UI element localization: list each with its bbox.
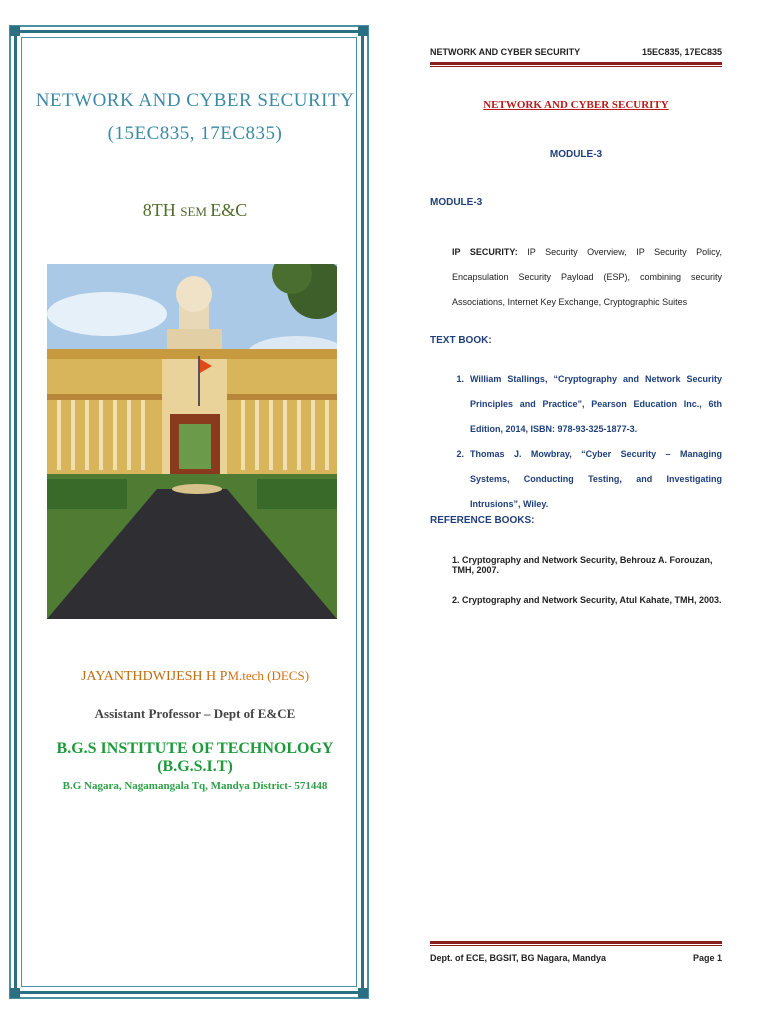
border-corner xyxy=(10,988,20,998)
header-codes: 15EC835, 17EC835 xyxy=(641,47,722,57)
reference-item: 1. Cryptography and Network Security, Behrouz A. Forouzan, TMH, 2007. xyxy=(452,555,713,575)
sem-number: 8TH xyxy=(142,200,181,220)
item-number: 1. xyxy=(456,374,464,384)
sem-word: SEM xyxy=(180,204,211,219)
institute-address: B.G Nagara, Nagamangala Tq, Mandya District- 571448 xyxy=(62,780,328,792)
cover-title: NETWORK AND CYBER SECURITY xyxy=(35,90,355,111)
header-rule xyxy=(430,62,722,65)
page-header xyxy=(430,47,722,57)
footer-rule xyxy=(430,941,722,944)
module-syllabus xyxy=(430,240,722,315)
border-corner xyxy=(10,26,20,36)
reference-item: 2. Cryptography and Network Security, Atul Kahate, TMH, 2003. xyxy=(452,595,722,605)
header-title: NETWORK AND CYBER SECURITY xyxy=(430,47,581,57)
cover-course-codes: (15EC835, 17EC835) xyxy=(107,123,283,144)
campus-building-illustration xyxy=(47,264,337,619)
author-role: Assistant Professor – Dept of E&CE xyxy=(94,706,296,721)
author-degree: M.tech (DECS) xyxy=(227,668,310,683)
item-text: William Stallings, “Cryptography and Network Security Principles and Practice”, Pearson Education Inc., 6th Edition, 2014, ISBN: 978-93-325-1877-3. xyxy=(470,374,722,434)
list-item xyxy=(430,442,722,517)
list-item xyxy=(430,367,722,442)
footer-department: Dept. of ECE, BGSIT, BG Nagara, Mandya xyxy=(430,953,607,963)
reference-label: REFERENCE BOOKS: xyxy=(430,515,535,526)
semester-label xyxy=(30,200,360,221)
module-label: MODULE-3 xyxy=(430,197,483,208)
border-corner xyxy=(358,26,368,36)
ip-security-topics: IP Security Overview, IP Security Policy, Encapsulation Security Payload (ESP), combining security Associations, Internet Key Exchange, Cryptographic Suites xyxy=(452,247,722,307)
border-corner xyxy=(358,988,368,998)
textbook-list xyxy=(430,367,722,517)
page-number: Page 1 xyxy=(692,953,722,963)
header-rule-thin xyxy=(430,66,722,67)
institute-name: B.G.S INSTITUTE OF TECHNOLOGY (B.G.S.I.T) xyxy=(56,740,334,775)
author-line xyxy=(30,668,360,685)
item-text: Thomas J. Mowbray, “Cyber Security – Managing Systems, Conducting Testing, and Investigating Intrusions”, Wiley. xyxy=(470,449,722,509)
campus-photo xyxy=(47,264,337,619)
item-number: 2. xyxy=(456,449,464,459)
textbook-label: TEXT BOOK: xyxy=(430,335,492,346)
footer-rule-thin xyxy=(430,945,722,946)
author-name: JAYANTHDWIJESH H P xyxy=(80,669,228,684)
page-footer xyxy=(430,953,722,963)
ip-security-label: IP SECURITY: xyxy=(452,247,518,257)
module-heading: MODULE-3 xyxy=(549,149,603,160)
sem-branch: E&C xyxy=(210,200,248,220)
document-title: NETWORK AND CYBER SECURITY xyxy=(483,99,669,111)
